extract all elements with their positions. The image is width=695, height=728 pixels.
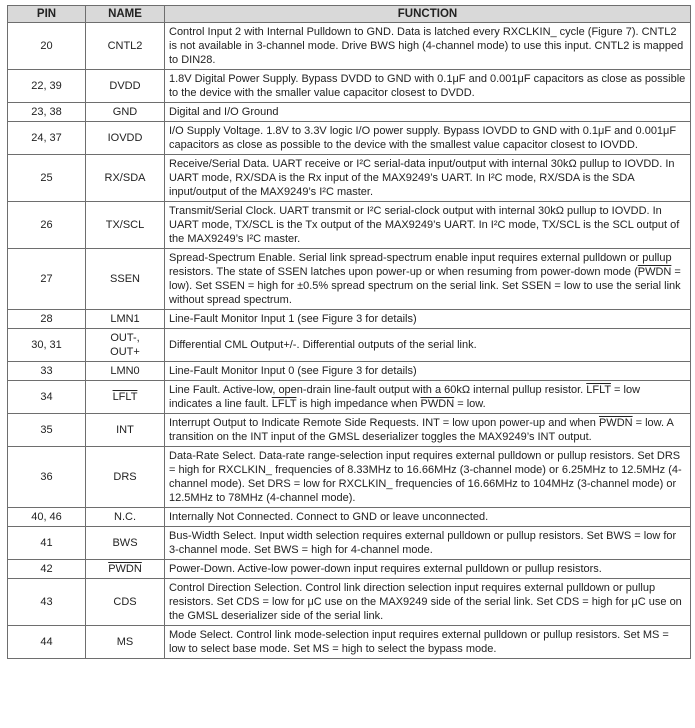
- pin-function: Line-Fault Monitor Input 0 (see Figure 3 for details): [165, 362, 691, 381]
- pin-name: IOVDD: [86, 122, 165, 155]
- header-row: [8, 6, 691, 23]
- pin-number: 41: [8, 527, 86, 560]
- pin-name: LMN0: [86, 362, 165, 381]
- table-row: [8, 508, 691, 527]
- pin-function: Receive/Serial Data. UART receive or I²C serial-data input/output with internal 30kΩ pullup to IOVDD. In UART mode, RX/SDA is the Rx input of the MAX9249’s UART. In I²C mode, RX/SDA is the SDA input/output of the MAX9249’s I²C master.: [165, 155, 691, 202]
- header-name: NAME: [86, 6, 165, 23]
- function-text: is high impedance when: [296, 398, 421, 410]
- pin-number: 40, 46: [8, 508, 86, 527]
- pin-function: 1.8V Digital Power Supply. Bypass DVDD to GND with 0.1μF and 0.001μF capacitors as close as possible to the device with the smaller value capacitor closest to DVDD.: [165, 70, 691, 103]
- pin-name: GND: [86, 103, 165, 122]
- pin-number: 35: [8, 414, 86, 447]
- pin-function: Mode Select. Control link mode-selection input requires external pulldown or pullup resistors. Set MS = low to select base mode. Set MS = high to select the bypass mode.: [165, 626, 691, 659]
- pin-number: 43: [8, 579, 86, 626]
- function-text: Spread-Spectrum Enable. Serial link spread-spectrum enable input requires external pulldown or pullup resistors. The state of SSEN latches upon power-up or when resuming from power-down mode (: [169, 252, 672, 278]
- pin-function: [165, 414, 691, 447]
- pin-name: BWS: [86, 527, 165, 560]
- table-row: [8, 560, 691, 579]
- table-row: [8, 626, 691, 659]
- pin-name: SSEN: [86, 249, 165, 310]
- table-row: [8, 447, 691, 508]
- pin-name: DRS: [86, 447, 165, 508]
- pin-function: Bus-Width Select. Input width selection requires external pulldown or pullup resistors. Set BWS = low for 3-channel mode. Set BWS = high for 4-channel mode.: [165, 527, 691, 560]
- pin-function: [165, 249, 691, 310]
- table-row: [8, 249, 691, 310]
- pin-name-text: PWDN: [108, 563, 142, 575]
- pin-function: [165, 381, 691, 414]
- table-row: [8, 202, 691, 249]
- pin-name: CDS: [86, 579, 165, 626]
- table-row: [8, 310, 691, 329]
- function-text: = low). Set SSEN = high for ±0.5% spread spectrum on the serial link. Set SSEN = low to use the serial link without spread spectrum.: [169, 266, 681, 306]
- function-text: = low.: [454, 398, 486, 410]
- table-row: [8, 414, 691, 447]
- pin-function: Internally Not Connected. Connect to GND or leave unconnected.: [165, 508, 691, 527]
- table-row: [8, 70, 691, 103]
- pin-number: 27: [8, 249, 86, 310]
- pin-description-table: [7, 5, 691, 659]
- pin-number: 33: [8, 362, 86, 381]
- pin-name: RX/SDA: [86, 155, 165, 202]
- pin-number: 34: [8, 381, 86, 414]
- function-text: = low indicates a line fault.: [169, 384, 641, 410]
- pin-number: 30, 31: [8, 329, 86, 362]
- table-row: [8, 381, 691, 414]
- pin-name: [86, 381, 165, 414]
- pin-function: Control Direction Selection. Control link direction selection input requires external pulldown or pullup resistors. Set CDS = low for μC use on the MAX9249 side of the serial link. Set CDS = high for μC use on the GMSL deserializer side of the serial link.: [165, 579, 691, 626]
- overlined-signal: PWDN: [598, 417, 633, 429]
- pin-number: 22, 39: [8, 70, 86, 103]
- pin-name: TX/SCL: [86, 202, 165, 249]
- pin-function: I/O Supply Voltage. 1.8V to 3.3V logic I/O power supply. Bypass IOVDD to GND with 0.1μF and 0.001μF capacitors as close as possible to the device with the smallest value capacitor closest to IOVDD.: [165, 122, 691, 155]
- function-text: Line Fault. Active-low, open-drain line-fault output with a 60kΩ internal pullup resistor.: [169, 384, 587, 396]
- overlined-signal: LFLT: [271, 398, 297, 410]
- overlined-signal: LFLT: [586, 384, 611, 396]
- table-body: [8, 23, 691, 659]
- header-pin: PIN: [8, 6, 86, 23]
- pin-number: 23, 38: [8, 103, 86, 122]
- pin-function: Power-Down. Active-low power-down input requires external pulldown or pullup resistors.: [165, 560, 691, 579]
- pin-name: CNTL2: [86, 23, 165, 70]
- table-row: [8, 362, 691, 381]
- overlined-signal: PWDN: [420, 398, 455, 410]
- pin-function: Transmit/Serial Clock. UART transmit or I²C serial-clock output with internal 30kΩ pullup to IOVDD. In UART mode, TX/SCL is the Tx output of the MAX9249’s UART. In I²C mode, TX/SCL is the SCL output of the MAX9249’s I²C master.: [165, 202, 691, 249]
- pin-number: 42: [8, 560, 86, 579]
- pin-number: 24, 37: [8, 122, 86, 155]
- pin-function: Differential CML Output+/-. Differential outputs of the serial link.: [165, 329, 691, 362]
- pin-number: 36: [8, 447, 86, 508]
- pin-name-line: OUT-,: [110, 332, 140, 344]
- pin-number: 26: [8, 202, 86, 249]
- pin-number: 20: [8, 23, 86, 70]
- pin-function: Control Input 2 with Internal Pulldown to GND. Data is latched every RXCLKIN_ cycle (Figure 7). CNTL2 is not available in 3-channel mode. Drive BWS high (4-channel mode) to use this input. CNTL2 is mapped to DIN28.: [165, 23, 691, 70]
- pin-name: [86, 560, 165, 579]
- pin-name: INT: [86, 414, 165, 447]
- function-text: Interrupt Output to Indicate Remote Side Requests. INT = low upon power-up and when: [169, 417, 599, 429]
- pin-name: [86, 329, 165, 362]
- table-row: [8, 23, 691, 70]
- table-row: [8, 329, 691, 362]
- pin-number: 44: [8, 626, 86, 659]
- pin-name-line: OUT+: [110, 346, 140, 358]
- header-function: FUNCTION: [165, 6, 691, 23]
- table-row: [8, 155, 691, 202]
- table-row: [8, 579, 691, 626]
- pin-number: 28: [8, 310, 86, 329]
- table-row: [8, 103, 691, 122]
- pin-number: 25: [8, 155, 86, 202]
- pin-name: MS: [86, 626, 165, 659]
- pin-function: Data-Rate Select. Data-rate range-selection input requires external pulldown or pullup resistors. Set DRS = high for RXCLKIN_ frequencies of 8.33MHz to 16.66MHz (3-channel mode) or 6.25MHz to 12.5MHz (4-channel mode). Set DRS = low for RXCLKIN_ frequencies of 16.66MHz to 104MHz (3-channel mode) or 12.5MHz to 78MHz (4-channel mode).: [165, 447, 691, 508]
- pin-name: N.C.: [86, 508, 165, 527]
- function-text: = low. A transition on the INT input of the GMSL deserializer toggles the MAX9249’s INT output.: [169, 417, 674, 443]
- pin-function: Digital and I/O Ground: [165, 103, 691, 122]
- pin-function: Line-Fault Monitor Input 1 (see Figure 3 for details): [165, 310, 691, 329]
- pin-name-text: LFLT: [112, 391, 138, 403]
- overlined-signal: PWDN: [637, 266, 672, 278]
- pin-name: LMN1: [86, 310, 165, 329]
- table-row: [8, 527, 691, 560]
- table-row: [8, 122, 691, 155]
- pin-name: DVDD: [86, 70, 165, 103]
